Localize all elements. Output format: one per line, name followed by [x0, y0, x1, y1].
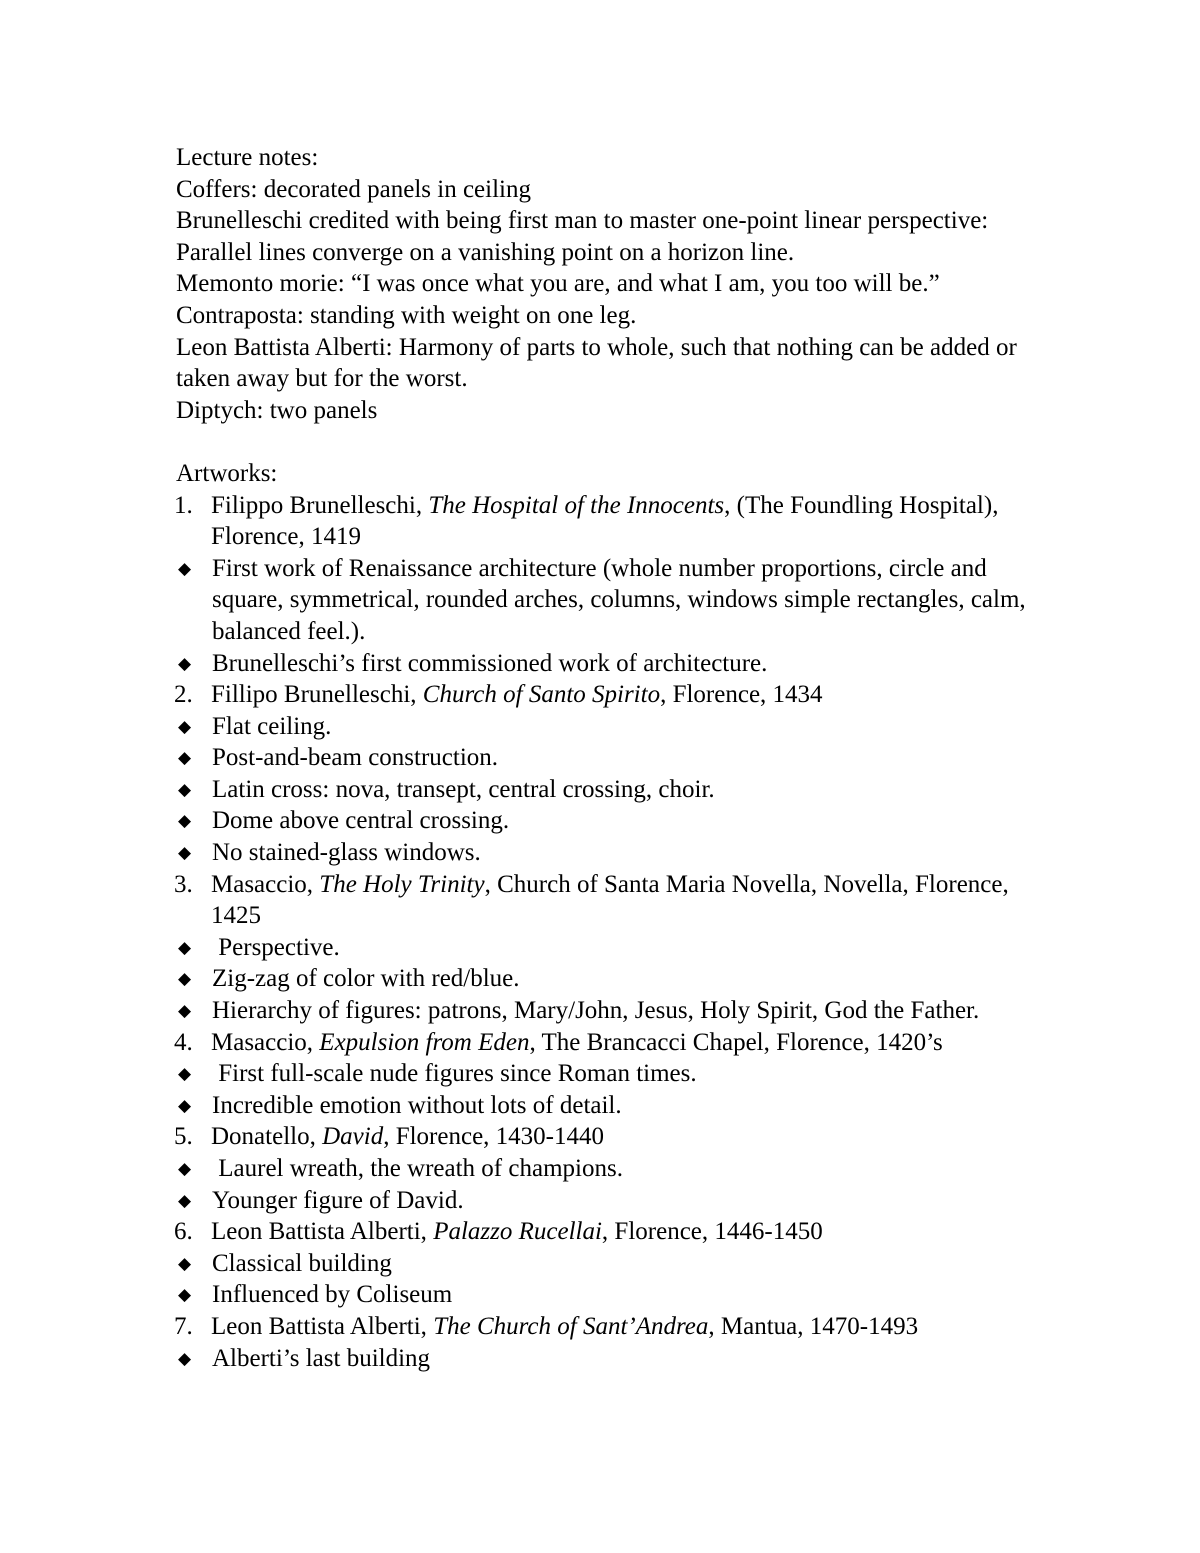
diamond-bullet-icon: ◆: [178, 1348, 192, 1368]
bullet-list: [176, 1343, 1036, 1375]
bullet-item: [176, 1248, 1036, 1280]
artwork-artist: Leon Battista Alberti,: [211, 1218, 434, 1246]
diamond-bullet-icon: ◆: [178, 1064, 192, 1084]
bullet-text: Classical building: [212, 1249, 392, 1277]
artwork-artist: Masaccio,: [211, 1028, 320, 1056]
lecture-notes-heading: Lecture notes:: [176, 144, 319, 171]
artwork-title: David: [322, 1123, 384, 1151]
artwork-artist: Filippo Brunelleschi,: [211, 491, 429, 519]
document-body: [176, 142, 1036, 1374]
note-line: Coffers: decorated panels in ceiling: [176, 175, 531, 203]
diamond-bullet-icon: ◆: [178, 779, 192, 799]
note-line: Brunelleschi credited with being first man to master one-point linear perspective: Parallel lines converge on a vanishing point on a horizon line.: [176, 207, 989, 266]
artwork-number: 3.: [174, 870, 193, 898]
artwork-item: [176, 869, 1036, 932]
artwork-details: , (The Foundling Hospital), Florence, 1419: [211, 491, 999, 551]
bullet-item: [176, 742, 1036, 774]
bullet-list: [176, 1153, 1036, 1216]
note-line: Contraposta: standing with weight on one leg.: [176, 301, 637, 329]
bullet-list: [176, 1058, 1036, 1121]
bullet-item: [176, 995, 1036, 1027]
bullet-text: First work of Renaissance architecture (whole number proportions, circle and square, symmetrical, rounded arches, columns, windows simple rectangles, calm, balanced feel.).: [212, 554, 1026, 645]
diamond-bullet-icon: ◆: [178, 969, 192, 989]
artwork-details: , Florence, 1434: [660, 681, 823, 709]
diamond-bullet-icon: ◆: [178, 843, 192, 863]
bullet-item: [176, 837, 1036, 869]
bullet-item: [176, 774, 1036, 806]
artwork-artist: Fillipo Brunelleschi,: [211, 681, 423, 709]
diamond-bullet-icon: ◆: [178, 811, 192, 831]
diamond-bullet-icon: ◆: [178, 1285, 192, 1305]
artwork-number: 1.: [174, 491, 193, 519]
artwork-entry: [176, 490, 1036, 680]
diamond-bullet-icon: ◆: [178, 1190, 192, 1210]
artwork-item: [176, 679, 1036, 711]
bullet-list: [176, 932, 1036, 1027]
bullet-text: Flat ceiling.: [212, 712, 332, 740]
artwork-item: [176, 1027, 1036, 1059]
diamond-bullet-icon: ◆: [178, 1001, 192, 1021]
artwork-artist: Masaccio,: [211, 870, 320, 898]
diamond-bullet-icon: ◆: [178, 653, 192, 673]
bullet-list: [176, 1248, 1036, 1311]
artwork-number: 7.: [174, 1312, 193, 1340]
bullet-item: [176, 932, 1036, 964]
note-line: Leon Battista Alberti: Harmony of parts to whole, such that nothing can be added or taken away but for the worst.: [176, 333, 1017, 393]
artwork-title: The Holy Trinity: [319, 870, 485, 898]
artwork-item: [176, 1121, 1036, 1153]
bullet-text: Post-and-beam construction.: [212, 744, 499, 772]
artwork-entry: [176, 679, 1036, 869]
bullet-item: [176, 963, 1036, 995]
diamond-bullet-icon: ◆: [178, 1253, 192, 1273]
artwork-entry: [176, 1311, 1036, 1374]
bullet-list: [176, 711, 1036, 869]
artwork-details: , Florence, 1430-1440: [383, 1123, 604, 1151]
note-line: Diptych: two panels: [176, 396, 378, 424]
bullet-item: [176, 711, 1036, 743]
artwork-entry: [176, 1121, 1036, 1216]
bullet-item: [176, 553, 1036, 648]
artwork-details: , The Brancacci Chapel, Florence, 1420’s: [529, 1028, 943, 1056]
bullet-item: [176, 1185, 1036, 1217]
note-line: Memonto morie: “I was once what you are, and what I am, you too will be.”: [176, 270, 940, 298]
diamond-bullet-icon: ◆: [178, 558, 192, 578]
artwork-number: 5.: [174, 1123, 193, 1151]
artworks-heading: Artworks:: [176, 459, 278, 487]
bullet-text: Zig-zag of color with red/blue.: [212, 965, 520, 993]
artwork-details: , Church of Santa Maria Novella, Novella, Florence, 1425: [211, 870, 1009, 930]
bullet-text: Latin cross: nova, transept, central crossing, choir.: [212, 775, 715, 803]
bullet-item: [176, 1153, 1036, 1185]
artwork-title: Expulsion from Eden: [319, 1028, 530, 1056]
bullet-text: Laurel wreath, the wreath of champions.: [212, 1155, 623, 1182]
artwork-title: Palazzo Rucellai: [433, 1218, 602, 1246]
diamond-bullet-icon: ◆: [178, 748, 192, 768]
artwork-details: , Mantua, 1470-1493: [708, 1312, 919, 1340]
bullet-item: [176, 1279, 1036, 1311]
artwork-item: [176, 490, 1036, 553]
bullet-item: [176, 1058, 1036, 1090]
artwork-number: 2.: [174, 681, 193, 709]
bullet-text: Alberti’s last building: [212, 1344, 431, 1372]
bullet-item: [176, 805, 1036, 837]
bullet-text: Hierarchy of figures: patrons, Mary/John, Jesus, Holy Spirit, God the Father.: [212, 997, 980, 1025]
bullet-text: Influenced by Coliseum: [212, 1281, 453, 1309]
artworks-list: [176, 490, 1036, 1375]
artwork-artist: Donatello,: [211, 1123, 323, 1151]
artwork-title: Church of Santo Spirito: [422, 681, 661, 709]
bullet-text: Incredible emotion without lots of detail.: [212, 1091, 622, 1119]
artwork-entry: [176, 1027, 1036, 1122]
bullet-item: [176, 648, 1036, 680]
diamond-bullet-icon: ◆: [178, 716, 192, 736]
artwork-title: The Church of Sant’Andrea: [433, 1312, 709, 1340]
artwork-artist: Leon Battista Alberti,: [211, 1312, 434, 1340]
diamond-bullet-icon: ◆: [178, 1159, 192, 1178]
artwork-title: The Hospital of the Innocents: [428, 491, 725, 519]
artwork-entry: [176, 1216, 1036, 1311]
artwork-item: [176, 1216, 1036, 1248]
bullet-text: Dome above central crossing.: [212, 807, 510, 835]
bullet-list: [176, 553, 1036, 679]
diamond-bullet-icon: ◆: [178, 1095, 192, 1115]
artwork-number: 4.: [174, 1028, 193, 1056]
blank-line: [176, 426, 1036, 458]
artwork-details: , Florence, 1446-1450: [601, 1218, 823, 1246]
bullet-text: First full-scale nude figures since Roman times.: [212, 1060, 697, 1088]
bullet-text: No stained-glass windows.: [212, 839, 481, 867]
bullet-item: [176, 1090, 1036, 1122]
bullet-text: Younger figure of David.: [212, 1186, 464, 1214]
diamond-bullet-icon: ◆: [178, 937, 192, 957]
artwork-item: [176, 1311, 1036, 1343]
bullet-text: Perspective.: [212, 933, 340, 961]
artwork-entry: [176, 869, 1036, 1027]
bullet-text: Brunelleschi’s first commissioned work of architecture.: [212, 649, 768, 677]
bullet-item: [176, 1343, 1036, 1375]
artwork-number: 6.: [174, 1218, 193, 1246]
